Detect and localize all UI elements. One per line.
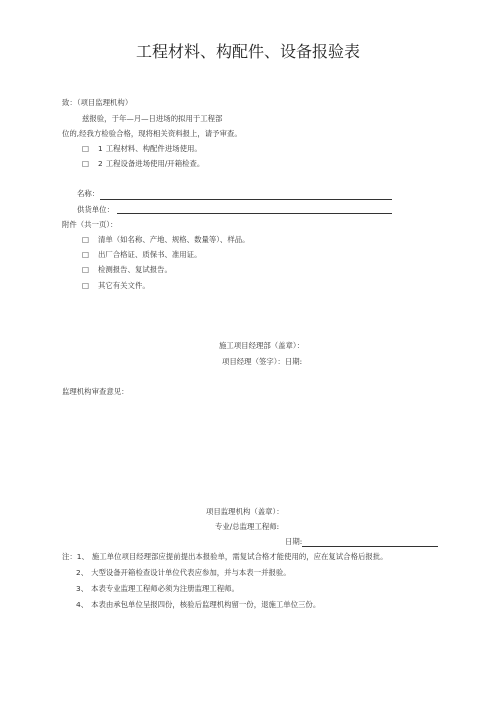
supervising-engineer-signature: 专业/总监理工程师:: [215, 522, 280, 531]
project-manager-signature: 项目经理（签字）：日期:: [222, 357, 303, 366]
name-label: 名称：: [77, 189, 100, 198]
note-number: 4、: [76, 600, 89, 609]
option-equipment[interactable]: [82, 159, 204, 168]
supervision-date-field[interactable]: [302, 546, 438, 547]
note-item: [62, 552, 388, 561]
note-number: 2、: [76, 568, 89, 577]
option-materials[interactable]: [82, 144, 202, 153]
checkbox-icon[interactable]: □: [82, 235, 89, 244]
supervision-org-stamp: 项目监理机构（盖章）：: [206, 507, 284, 516]
attachment-label: 清单（如名称、产地、规格、数量等）、样品。: [97, 235, 250, 244]
checkbox-icon[interactable]: □: [82, 281, 89, 290]
page-title: 工程材料、构配件、设备报验表: [135, 42, 360, 61]
attachments-heading: 附件（共一页）：: [62, 220, 118, 229]
checkbox-icon[interactable]: □: [82, 159, 89, 168]
supervision-opinion-label: 监理机构审查意见：: [62, 387, 129, 396]
supplier-field[interactable]: [117, 213, 392, 214]
note-item: [76, 568, 291, 577]
attachment-item[interactable]: [82, 250, 201, 259]
checkbox-icon[interactable]: □: [82, 265, 89, 274]
intro-line-1: 兹报验，于年—月—日进场的拟用于工程部: [82, 114, 223, 123]
intro-line-2: 位的,经我方检验合格，现将相关资料报上，请予审查。: [62, 129, 242, 138]
note-item: [76, 600, 320, 609]
note-text: 本表专业监理工程师必须为注册监理工程师。: [91, 584, 239, 593]
note-text: 本表由承包单位呈报四份，核验后监理机构留一份，退施工单位三份。: [91, 600, 321, 609]
attachment-item[interactable]: [82, 235, 250, 244]
checkbox-icon[interactable]: □: [82, 144, 89, 153]
note-number: 1、: [76, 552, 89, 561]
note-text: 施工单位项目经理部应提前提出本报验单，需复试合格才能使用的，应在复试合格后报批。: [91, 552, 388, 561]
supplier-label: 供货单位：: [77, 205, 114, 214]
option-label: 工程材料、构配件进场使用。: [105, 144, 202, 153]
attachment-item[interactable]: [82, 281, 150, 290]
note-text: 大型设备开箱检查设计单位代表应参加，并与本表一并报验。: [91, 568, 291, 577]
attachment-label: 其它有关文件。: [97, 281, 150, 290]
attachment-label: 检测报告、复试报告。: [97, 265, 172, 274]
note-number: 3、: [76, 584, 89, 593]
supervision-date-label: 日期:: [285, 537, 303, 546]
option-number: 1: [97, 144, 103, 153]
name-field[interactable]: [100, 199, 392, 200]
checkbox-icon[interactable]: □: [82, 250, 89, 259]
attachment-label: 出厂合格证、质保书、准用证。: [97, 250, 202, 259]
note-item: [76, 584, 239, 593]
attachment-item[interactable]: [82, 265, 172, 274]
option-label: 工程设备进场使用/开箱检查。: [105, 159, 205, 168]
addressee-line: 致：（项目监理机构）: [62, 98, 133, 107]
note-prefix: 注：: [62, 552, 77, 561]
option-number: 2: [97, 159, 103, 168]
contractor-dept-stamp: 施工项目经理部（盖章）：: [219, 341, 304, 350]
